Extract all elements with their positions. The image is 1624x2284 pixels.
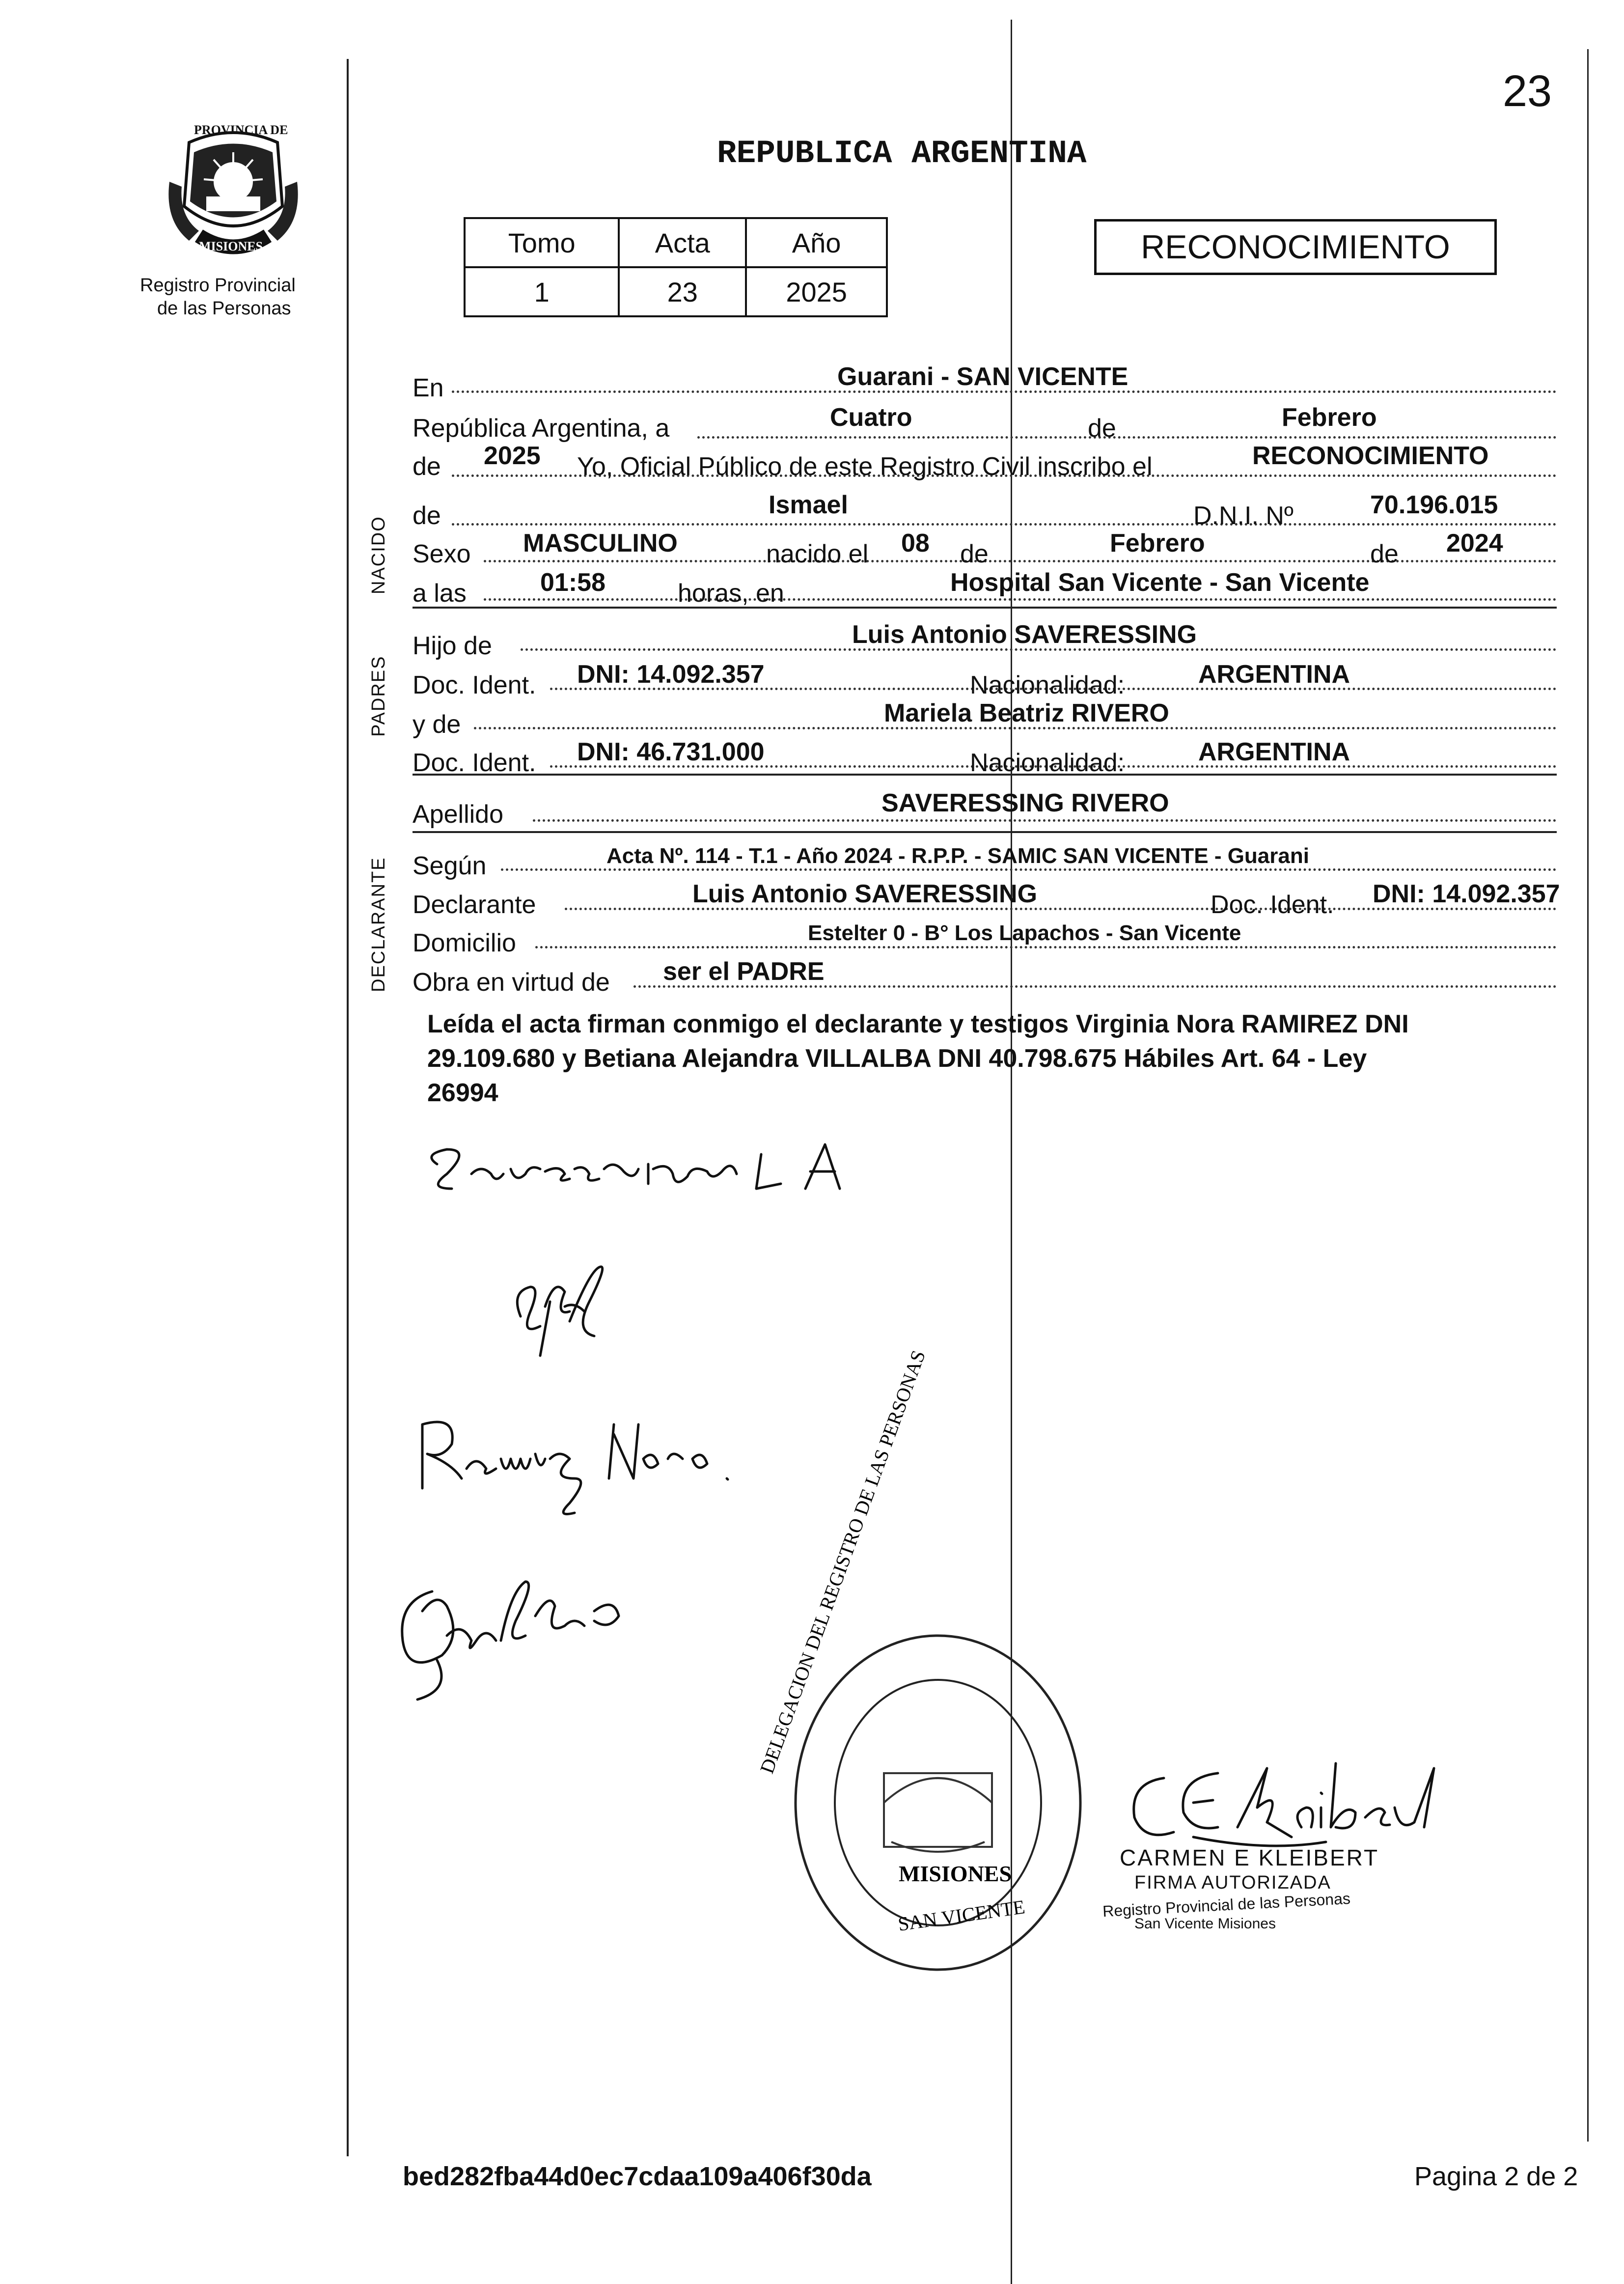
doc3-label: Doc. Ident. bbox=[1211, 891, 1334, 919]
emblem-bottom-text: MISIONES bbox=[199, 239, 263, 253]
anio-header: Año bbox=[746, 218, 887, 267]
registry-name-line1: Registro Provincial bbox=[140, 275, 296, 296]
segun-label: Según bbox=[413, 852, 487, 880]
emblem-top-text: PROVINCIA DE bbox=[194, 123, 288, 137]
closing-line-2: 29.109.680 y Betiana Alejandra VILLALBA DNI 40.798.675 Hábiles Art. 64 - Ley bbox=[427, 1044, 1367, 1073]
father-doc: DNI: 14.092.357 bbox=[577, 660, 765, 689]
segun-value: Acta Nº. 114 - T.1 - Año 2024 - R.P.P. - SAMIC SAN VICENTE - Guarani bbox=[606, 844, 1309, 868]
mother-name: Mariela Beatriz RIVERO bbox=[884, 699, 1169, 727]
day-value: Cuatro bbox=[830, 403, 912, 432]
republica-label: República Argentina, a bbox=[413, 414, 670, 443]
domicilio-label: Domicilio bbox=[413, 929, 516, 957]
hijo-label: Hijo de bbox=[413, 632, 492, 660]
birth-day: 08 bbox=[901, 529, 930, 557]
acta-header: Acta bbox=[619, 218, 746, 267]
de-label: de bbox=[1088, 414, 1116, 443]
left-margin-line bbox=[347, 59, 349, 2156]
sexo-label: Sexo bbox=[413, 540, 471, 568]
row-line bbox=[535, 946, 1557, 948]
registry-name-line2: de las Personas bbox=[157, 298, 291, 319]
mother-nat: ARGENTINA bbox=[1198, 738, 1350, 766]
birth-year: 2024 bbox=[1446, 529, 1503, 557]
country-title: REPUBLICA ARGENTINA bbox=[717, 135, 1087, 172]
sexo-value: MASCULINO bbox=[523, 529, 678, 557]
row-line bbox=[533, 819, 1557, 822]
row-line bbox=[484, 598, 1557, 601]
birth-place: Hospital San Vicente - San Vicente bbox=[950, 568, 1370, 597]
birth-de1: de bbox=[960, 540, 989, 568]
record-box bbox=[464, 217, 888, 317]
section-padres: PADRES bbox=[368, 655, 389, 737]
official-loc: San Vicente Misiones bbox=[1134, 1916, 1276, 1932]
section-nacido: NACIDO bbox=[368, 516, 389, 594]
registry-seal bbox=[755, 1347, 1090, 1989]
de-year-label: de bbox=[413, 452, 441, 481]
birth-de2: de bbox=[1370, 540, 1399, 568]
dni-label: D.N.I. Nº bbox=[1193, 501, 1294, 530]
obra-label: Obra en virtud de bbox=[413, 968, 610, 997]
alas-label: a las bbox=[413, 579, 467, 608]
anio-value: 2025 bbox=[746, 267, 887, 316]
month-value: Febrero bbox=[1282, 403, 1377, 432]
apellido-label: Apellido bbox=[413, 800, 504, 829]
name-label: de bbox=[413, 501, 441, 530]
year-value: 2025 bbox=[484, 442, 541, 470]
section-declarante: DECLARANTE bbox=[368, 857, 389, 992]
document-hash: bed282fba44d0ec7cdaa109a406f30da bbox=[403, 2162, 872, 2191]
en-label: En bbox=[413, 374, 444, 402]
registrar-initials bbox=[491, 1257, 638, 1375]
nac2-label: Nacionalidad: bbox=[970, 749, 1125, 777]
birth-time: 01:58 bbox=[540, 568, 606, 597]
nac1-label: Nacionalidad: bbox=[970, 671, 1125, 699]
doc2-label: Doc. Ident. bbox=[413, 749, 536, 777]
declarante-label: Declarante bbox=[413, 891, 536, 919]
tomo-value: 1 bbox=[465, 267, 619, 316]
yde-label: y de bbox=[413, 710, 461, 739]
obra-value: ser el PADRE bbox=[663, 957, 825, 986]
inscribo-value: RECONOCIMIENTO bbox=[1252, 442, 1489, 470]
page-number: 23 bbox=[1503, 67, 1552, 116]
father-name: Luis Antonio SAVERESSING bbox=[852, 620, 1197, 649]
name-value: Ismael bbox=[769, 491, 848, 519]
declarante-value: Luis Antonio SAVERESSING bbox=[692, 880, 1038, 908]
seal-ring-text: DELEGACION DEL REGISTRO DE LAS PERSONAS bbox=[755, 1347, 930, 1777]
tomo-header: Tomo bbox=[465, 218, 619, 267]
row-line bbox=[697, 436, 1557, 439]
closing-line-1: Leída el acta firman conmigo el declarante y testigos Virginia Nora RAMIREZ DNI bbox=[427, 1010, 1409, 1038]
acta-value: 23 bbox=[619, 267, 746, 316]
en-value: Guarani - SAN VICENTE bbox=[837, 362, 1129, 391]
record-type-box: RECONOCIMIENTO bbox=[1094, 219, 1497, 275]
official-title: FIRMA AUTORIZADA bbox=[1134, 1872, 1331, 1893]
nacido-label: nacido el bbox=[766, 540, 869, 568]
page-info: Pagina 2 de 2 bbox=[1414, 2162, 1578, 2191]
doc1-label: Doc. Ident. bbox=[413, 671, 536, 699]
father-nat: ARGENTINA bbox=[1198, 660, 1350, 689]
dni-value: 70.196.015 bbox=[1370, 491, 1498, 519]
apellido-value: SAVERESSING RIVERO bbox=[881, 789, 1169, 817]
official-org: Registro Provincial de las Personas bbox=[1102, 1889, 1351, 1921]
seal-bottom-text: SAN VICENTE bbox=[896, 1895, 1026, 1936]
birth-month: Febrero bbox=[1110, 529, 1205, 557]
right-margin-line bbox=[1587, 49, 1589, 2142]
horas-label: horas, en bbox=[678, 579, 784, 608]
declarant-signature bbox=[417, 1135, 958, 1213]
section-divider bbox=[413, 607, 1557, 609]
row-line bbox=[452, 523, 1557, 526]
mother-doc: DNI: 46.731.000 bbox=[577, 738, 765, 766]
witness-signature-ramirez bbox=[413, 1405, 756, 1528]
official-name: CARMEN E KLEIBERT bbox=[1120, 1845, 1379, 1870]
oficial-text: Yo, Oficial Público de este Registro Civil inscribo el bbox=[577, 452, 1153, 481]
domicilio-value: Estelter 0 - B° Los Lapachos - San Vicente bbox=[808, 921, 1241, 945]
row-line bbox=[501, 868, 1557, 871]
closing-line-3: 26994 bbox=[427, 1079, 498, 1107]
witness-signature-villalba bbox=[388, 1562, 683, 1709]
declarante-doc: DNI: 14.092.357 bbox=[1373, 880, 1560, 908]
seal-center-text: MISIONES bbox=[899, 1861, 1012, 1886]
section-divider bbox=[413, 831, 1557, 833]
